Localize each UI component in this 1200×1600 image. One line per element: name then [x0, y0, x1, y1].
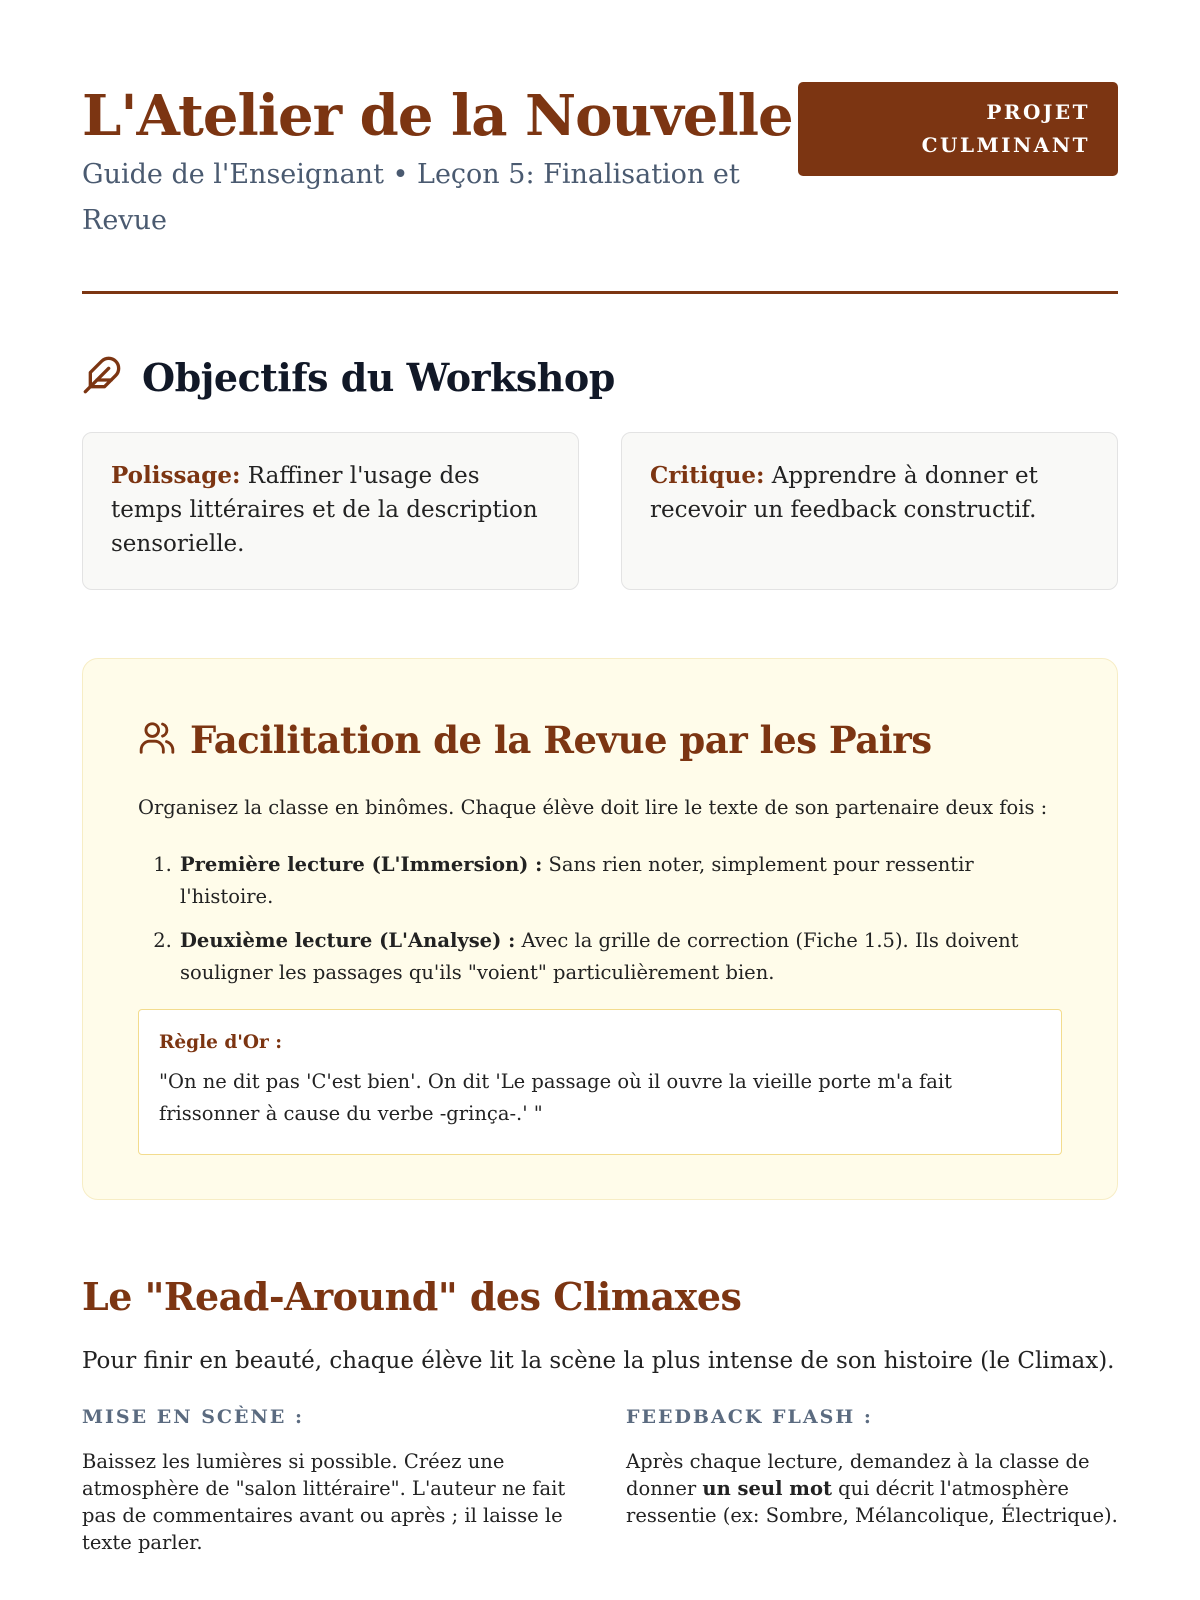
- golden-rule-label: Règle d'Or :: [159, 1032, 283, 1053]
- status-badge: [798, 82, 1118, 176]
- list-item: [178, 849, 1062, 913]
- objectives-title: Objectifs du Workshop: [142, 354, 615, 400]
- read-around-section: [82, 1272, 1118, 1556]
- peer-review-steps: [138, 849, 1062, 989]
- read-around-columns: [82, 1402, 1118, 1556]
- feedback-text-bold: un seul mot: [702, 1477, 832, 1500]
- mise-en-scene-text: Baissez les lumières si possible. Créez une atmosphère de "salon littéraire". L'auteur ne fait pas de commentaires avant ou après ; il laisse le texte parler.: [82, 1450, 566, 1554]
- feedback-flash-text: [626, 1448, 1118, 1529]
- list-item: [178, 925, 1062, 989]
- badge-line-2: CULMINANT: [921, 133, 1090, 157]
- step-label: Première lecture (L'Immersion) :: [180, 853, 543, 876]
- feedback-text-after: qui décrit l'atmosphère ressentie (ex: Sombre, Mélancolique, Électrique).: [626, 1477, 1118, 1527]
- mise-en-scene-label: MISE EN SCÈNE :: [82, 1406, 305, 1428]
- users-icon: [138, 719, 190, 761]
- objective-card-polissage: [82, 432, 579, 590]
- objective-card-critique: [621, 432, 1118, 590]
- badge-line-1: PROJET: [986, 100, 1090, 124]
- peer-review-box: [82, 658, 1118, 1200]
- peer-review-heading: [138, 713, 1062, 767]
- peer-review-intro: Organisez la classe en binômes. Chaque élève doit lire le texte de son partenaire deux fois :: [138, 796, 1048, 819]
- feedback-flash-column: [626, 1402, 1118, 1556]
- header: [82, 0, 1118, 294]
- feedback-flash-label: FEEDBACK FLASH :: [626, 1406, 873, 1428]
- objectives-heading: [82, 352, 1118, 402]
- step-label: Deuxième lecture (L'Analyse) :: [180, 929, 516, 952]
- mise-en-scene-column: [82, 1402, 574, 1556]
- objective-text: Raffiner l'usage des temps littéraires et de la description sensorielle.: [111, 463, 538, 557]
- read-around-intro: Pour finir en beauté, chaque élève lit la scène la plus intense de son histoire (le Climax).: [82, 1348, 1115, 1374]
- golden-rule-text: "On ne dit pas 'C'est bien'. On dit 'Le passage où il ouvre la vieille porte m'a fait frissonner à cause du verbe -grinça-.' ": [159, 1070, 952, 1125]
- objective-keyword: Critique:: [650, 462, 765, 489]
- read-around-title: Le "Read-Around" des Climaxes: [82, 1274, 742, 1319]
- page-title: L'Atelier de la Nouvelle: [82, 83, 793, 149]
- step-text: Sans rien noter, simplement pour ressentir l'histoire.: [180, 853, 974, 908]
- golden-rule-box: [138, 1009, 1062, 1155]
- step-text: Avec la grille de correction (Fiche 1.5). Ils doivent souligner les passages qu'ils "voient" particulièrement bien.: [180, 929, 1019, 984]
- page-subtitle: Guide de l'Enseignant • Leçon 5: Finalisation et Revue: [82, 158, 740, 236]
- feedback-text-before: Après chaque lecture, demandez à la classe de donner: [626, 1450, 1090, 1500]
- objective-text: Apprendre à donner et recevoir un feedback constructif.: [650, 463, 1038, 523]
- objectives-cards: [82, 432, 1118, 590]
- peer-review-title: Facilitation de la Revue par les Pairs: [190, 718, 932, 762]
- objectives-section: [82, 352, 1118, 590]
- objective-keyword: Polissage:: [111, 462, 241, 489]
- feather-icon: [82, 355, 142, 399]
